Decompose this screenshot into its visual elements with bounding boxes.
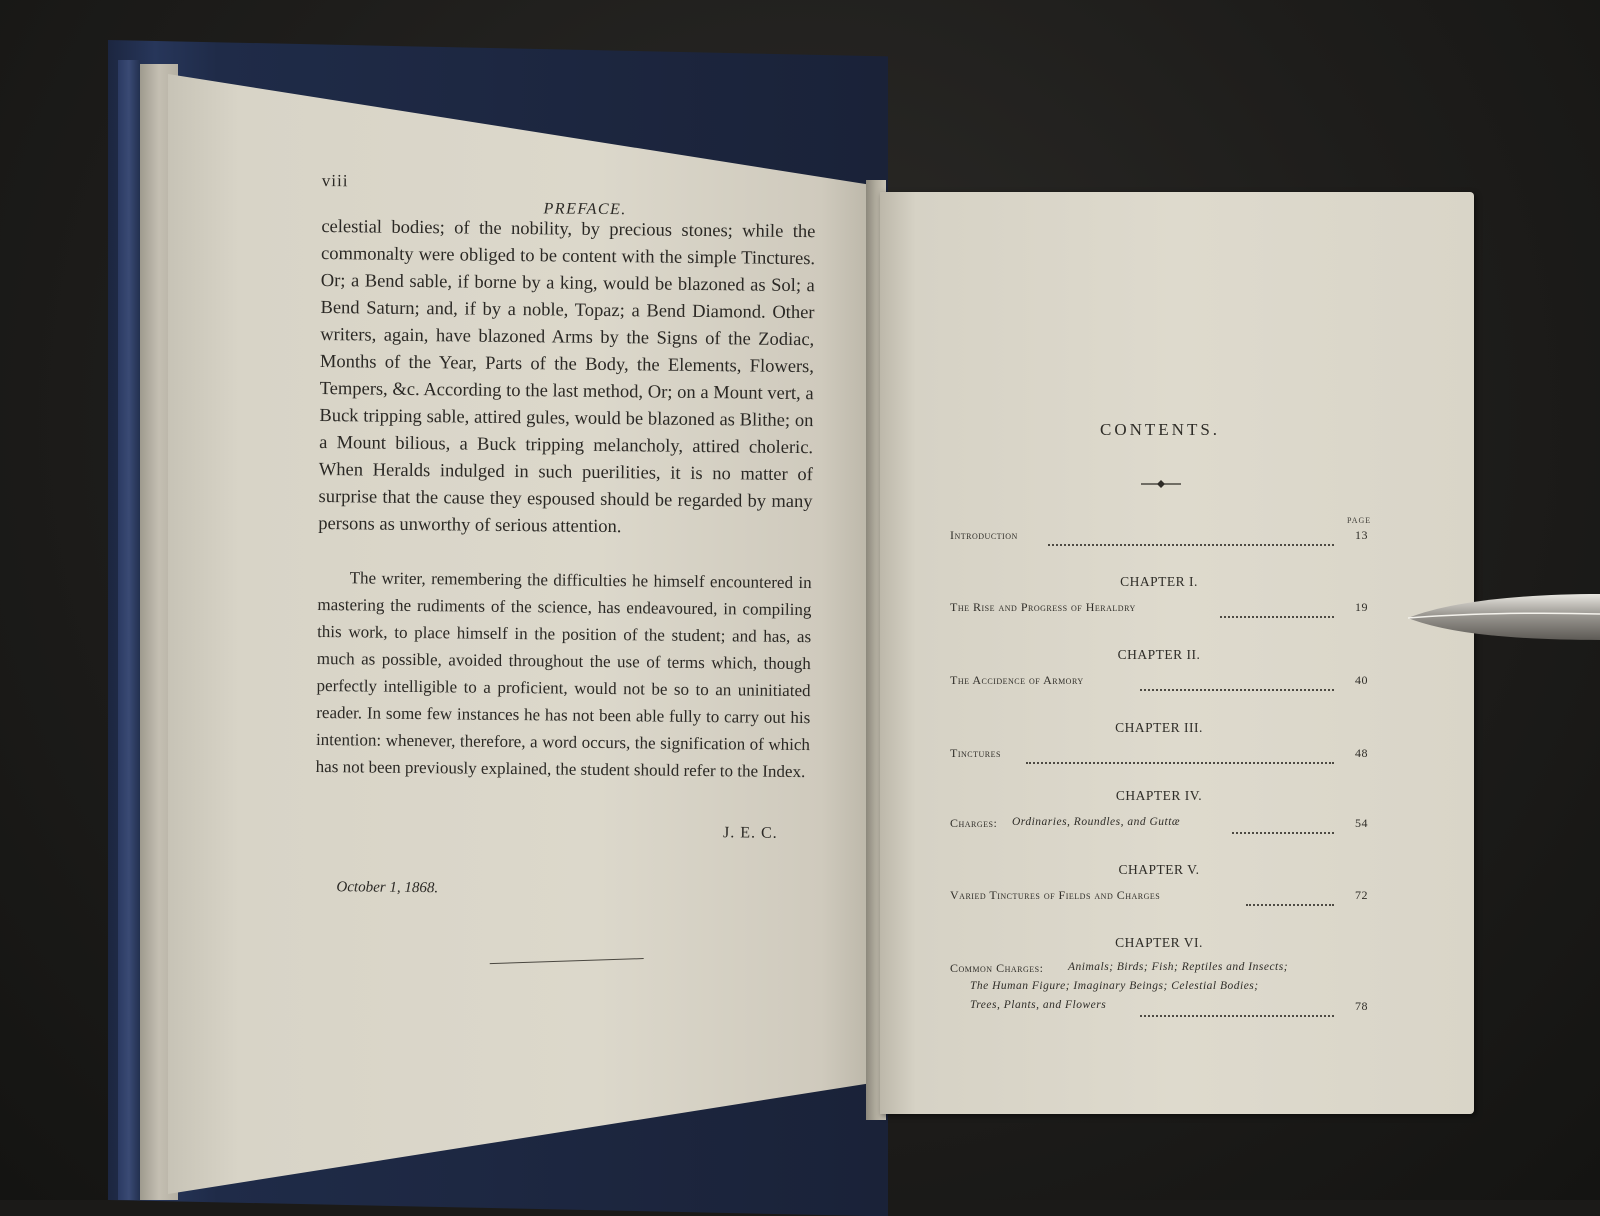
dot-leader (1246, 888, 1334, 906)
page-number: viii (321, 170, 349, 191)
book-spine-edge (118, 60, 140, 1200)
toc-row-chapter-5[interactable] (950, 888, 1368, 906)
chapter-heading: CHAPTER III. (1115, 720, 1203, 735)
dot-leader (1220, 600, 1334, 618)
dot-leader (1026, 746, 1334, 764)
ornament-divider-icon (1141, 478, 1181, 490)
toc-entry-page: 72 (1355, 888, 1368, 902)
preface-date: October 1, 1868. (336, 879, 439, 897)
toc-entry-title: Common Charges: (950, 961, 1044, 975)
preface-paragraph-2: The writer, remembering the difficulties he himself encountered in mastering the rudiments of the science, has endeavoured, in compiling this work, to place himself in the position of the student; and has, as much as possible, avoided throughout the use of terms which, though perfectly intelligible to a proficient, would not be so to an uninitiated reader. In some few instances he has not been able fully to carry out his intention: whenever, therefore, a word occurs, the signification of which has not been previously explained, the student should refer to the Index. (315, 568, 812, 782)
toc-entry-page: 54 (1355, 816, 1368, 830)
left-page-text (314, 168, 822, 933)
dot-leader (1232, 816, 1334, 834)
letter-opener-icon (1408, 590, 1600, 646)
toc-row-chapter-6[interactable] (950, 961, 1368, 1021)
chapter-heading: CHAPTER I. (1120, 574, 1198, 589)
toc-entry-title: Varied Tinctures of Fields and Charges (950, 888, 1161, 902)
toc-entry-line-3: Trees, Plants, and Flowers (970, 999, 1107, 1011)
toc-entry-title: Tinctures (950, 746, 1001, 760)
preface-paragraph-1: celestial bodies; of the nobility, by precious stones; while the commonalty were obliged to be content with the simple Tinctures. Or; a Bend sable, if borne by a king, would be blazoned as Sol; a Bend Saturn; and, if by a noble, Topaz; a Bend Diamond. Other writers, again, have blazoned Arms by the Signs of the Zodiac, Months of the Year, Parts of the Body, the Elements, Flowers, Tempers, &c. According to the last method, Or; on a Mount vert, a Buck tripping sable, attired gules, would be blazoned as Blithe; on a Mount bilious, a Buck tripping melancholy, attired choleric. When Heralds indulged in such puerilities, it is no matter of surprise that the cause they espoused should be regarded by many persons as unworthy of serious attention. (318, 216, 816, 538)
running-head: PREFACE. (543, 200, 627, 219)
toc-entry-page: 19 (1355, 600, 1368, 614)
chapter-heading: CHAPTER IV. (1115, 788, 1203, 803)
author-initials: J. E. C. (722, 824, 778, 842)
dot-leader (1048, 528, 1334, 546)
toc-entry-page: 40 (1355, 673, 1368, 687)
toc-entry-page: 48 (1355, 746, 1368, 760)
toc-entry-page: 78 (1355, 999, 1368, 1013)
toc-entry-title: Introduction (950, 528, 1018, 542)
toc-row-introduction[interactable] (950, 528, 1368, 546)
toc-entry-subtitle: Ordinaries, Roundles, and Guttæ (1012, 816, 1181, 828)
chapter-heading: CHAPTER VI. (1115, 935, 1203, 950)
toc-entry-title: Charges: (950, 816, 998, 830)
toc-row-chapter-1[interactable] (950, 600, 1368, 618)
toc-entry-line-1: Animals; Birds; Fish; Reptiles and Insects; (1068, 961, 1289, 973)
toc-entry-line-2: The Human Figure; Imaginary Beings; Celestial Bodies; (970, 980, 1259, 992)
toc-entry-page: 13 (1355, 528, 1368, 542)
page-column-label: PAGE (1347, 516, 1372, 525)
toc-row-chapter-3[interactable] (950, 746, 1368, 764)
chapter-heading: CHAPTER V. (1118, 862, 1200, 877)
toc-row-chapter-2[interactable] (950, 673, 1368, 691)
toc-entry-title: The Rise and Progress of Heraldry (950, 600, 1136, 614)
toc-row-chapter-4[interactable] (950, 816, 1368, 834)
toc-entry-title: The Accidence of Armory (950, 673, 1084, 687)
chapter-heading: CHAPTER II. (1117, 647, 1201, 662)
contents-title: CONTENTS. (1100, 420, 1221, 439)
dot-leader (1140, 673, 1334, 691)
dot-leader (1140, 999, 1334, 1017)
